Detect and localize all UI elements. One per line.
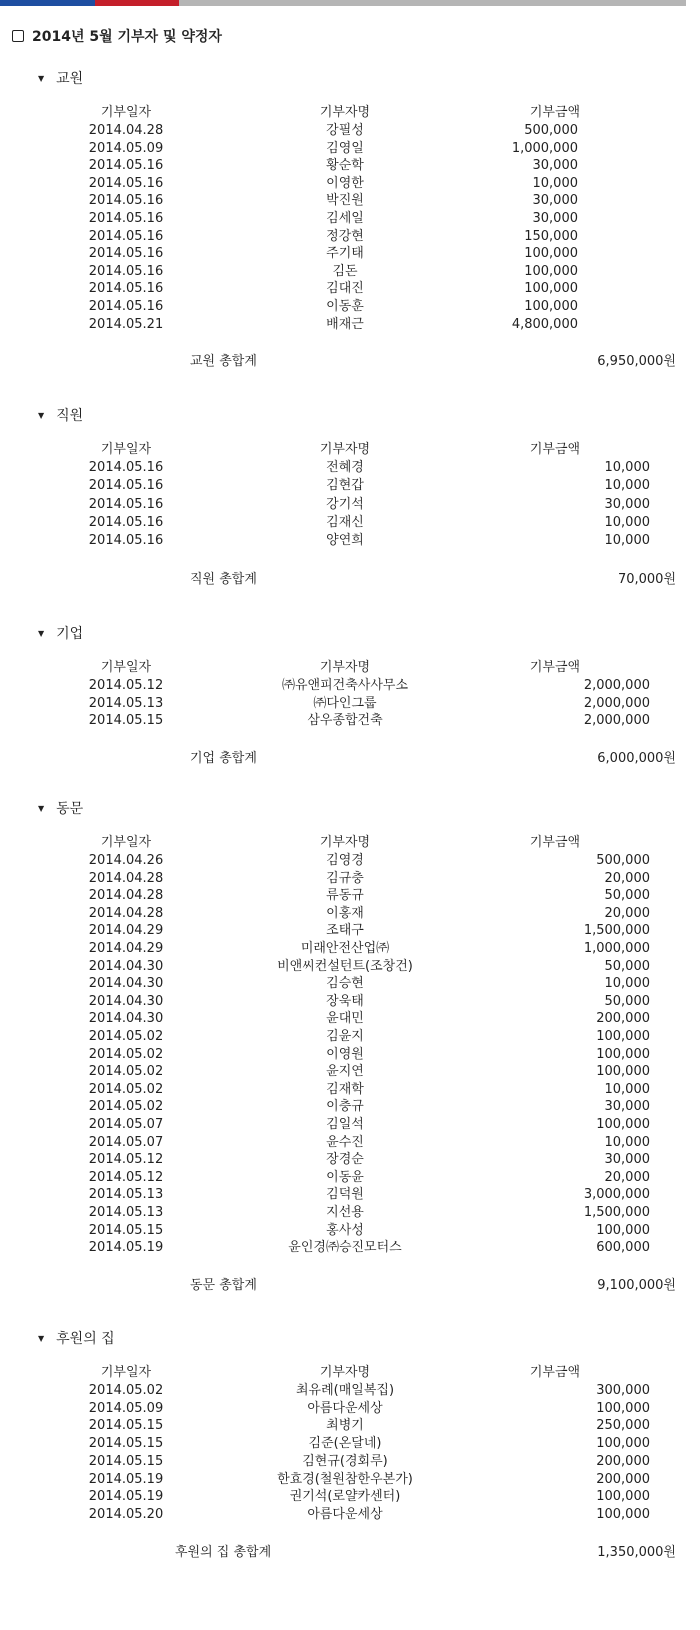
table-row [0,175,700,193]
donor-name: 양연희 [326,533,364,549]
donation-date: 2014.05.16 [88,246,164,262]
column-header-name: 기부자명 [319,835,371,850]
donor-name: 강필성 [326,123,364,138]
donation-amount: 10,000 [604,1134,650,1150]
table-row [0,1046,700,1064]
column-header-name: 기부자명 [319,105,371,120]
donation-amount: 20,000 [604,905,650,921]
donor-name: 김승현 [326,976,364,992]
table-header-row [0,834,700,852]
checkbox-square-icon [12,30,24,42]
donation-date: 2014.04.30 [88,993,164,1009]
top-color-bar [0,0,686,6]
donor-name: 주기태 [326,246,364,262]
table-row [0,1239,700,1257]
section-total-value: 6,000,000원 [597,751,676,766]
table-row [0,192,700,210]
section-heading-label: 교원 [56,71,84,87]
column-header-date: 기부일자 [100,660,152,675]
column-header-date: 기부일자 [100,442,152,457]
donation-amount: 100,000 [596,1046,650,1062]
donor-name: 황순학 [326,158,364,174]
donation-date: 2014.05.16 [88,193,164,209]
triangle-bullet-icon: ▼ [38,1333,45,1343]
section-heading [38,623,83,643]
table-row [0,263,700,281]
table-row [0,922,700,940]
donation-amount: 1,500,000 [583,1205,650,1220]
triangle-bullet-icon: ▼ [38,410,45,420]
donation-date: 2014.05.16 [88,211,164,226]
donation-amount: 3,000,000 [583,1187,650,1203]
donor-name: 윤수진 [326,1134,364,1150]
table-row [0,852,700,870]
donation-amount: 2,000,000 [583,678,650,693]
donor-name: 지선용 [326,1205,364,1220]
table-row [0,245,700,263]
table-row [0,1453,700,1471]
donation-amount: 100,000 [596,1436,650,1452]
donation-amount: 600,000 [596,1240,650,1256]
donation-date: 2014.05.20 [88,1506,164,1522]
donation-amount: 30,000 [604,1152,650,1168]
donation-date: 2014.05.09 [88,140,164,156]
section-total-value: 70,000원 [617,572,676,587]
donation-date: 2014.05.16 [88,478,164,494]
table-row [0,1151,700,1169]
donation-date: 2014.05.19 [88,1240,164,1256]
column-header-date: 기부일자 [100,105,152,120]
donation-amount: 100,000 [596,1222,650,1238]
donor-name: 윤지연 [326,1064,364,1080]
donor-name: 아름다운세상 [307,1506,383,1522]
donor-name: 김영일 [326,140,364,156]
donation-date: 2014.05.13 [88,1187,164,1203]
donation-amount: 100,000 [596,1400,650,1416]
table-row [0,1417,700,1435]
donor-name: 이동훈 [326,299,364,314]
donor-name: ㈜다인그룹 [313,695,377,711]
table-row [0,1400,700,1418]
donor-name: 김돈 [332,263,358,279]
donation-date: 2014.05.07 [88,1134,164,1150]
donation-date: 2014.05.16 [88,281,164,297]
table-row [0,1028,700,1046]
donor-name: 이영한 [326,175,364,191]
donation-amount: 100,000 [524,263,578,279]
table-row [0,993,700,1011]
table-row [0,1382,700,1400]
table-header-row [0,1364,700,1382]
donor-name: 김규충 [326,870,364,886]
donor-name: 김윤지 [326,1029,364,1044]
section-heading [38,798,83,818]
donor-name: 장욱태 [326,993,364,1009]
table-row [0,316,700,334]
donor-name: 강기석 [326,496,364,512]
donation-amount: 10,000 [604,460,650,475]
donation-date: 2014.05.02 [88,1081,164,1097]
table-row [0,459,700,477]
donation-amount: 1,500,000 [583,923,650,939]
donation-amount: 30,000 [532,211,578,226]
table-row [0,532,700,550]
donor-name: 전혜경 [326,460,364,475]
section-heading [38,405,83,425]
section-total-row [0,352,700,372]
donation-amount: 100,000 [596,1506,650,1522]
donor-name: 장경순 [326,1152,364,1168]
donor-name: 한효경(철원참한우본가) [277,1471,413,1487]
table-row [0,1169,700,1187]
donor-name: 김덕원 [326,1187,364,1203]
donor-name: 윤인경㈜승진모터스 [288,1240,402,1256]
section-heading-label: 후원의 집 [56,1331,115,1347]
donation-amount: 50,000 [604,993,650,1009]
donor-name: 김재학 [326,1081,364,1097]
section-total-value: 9,100,000원 [597,1278,676,1293]
column-header-amount: 기부금액 [529,1365,581,1380]
table-header-row [0,104,700,122]
table-row [0,122,700,140]
section-total-label: 후원의 집 총합계 [175,1545,272,1560]
donation-amount: 2,000,000 [583,713,650,728]
donor-name: 이충규 [326,1099,364,1115]
table-row [0,870,700,888]
triangle-bullet-icon: ▼ [38,628,45,638]
table-row [0,1222,700,1240]
section-heading [38,68,83,88]
donation-amount: 300,000 [596,1383,650,1398]
donation-amount: 200,000 [596,1471,650,1487]
table-row [0,1471,700,1489]
donor-name: 류동규 [326,888,364,904]
donation-amount: 100,000 [596,1029,650,1044]
table-row [0,905,700,923]
table-row [0,677,700,695]
donor-name: 정강현 [326,228,364,244]
table-row [0,1116,700,1134]
donation-date: 2014.05.12 [88,678,164,693]
table-row [0,1063,700,1081]
donation-date: 2014.05.16 [88,263,164,279]
donation-amount: 100,000 [524,299,578,314]
triangle-bullet-icon: ▼ [38,803,45,813]
donation-amount: 10,000 [532,175,578,191]
section-total-label: 직원 총합계 [190,572,257,587]
section-total-row [0,749,700,769]
top-bar-blue-segment [0,0,95,6]
donation-date: 2014.04.30 [88,1011,164,1027]
donation-date: 2014.05.09 [88,1400,164,1416]
donation-date: 2014.04.30 [88,958,164,974]
donation-amount: 30,000 [604,1099,650,1115]
donation-date: 2014.05.19 [88,1471,164,1487]
table-row [0,1134,700,1152]
donation-amount: 30,000 [532,158,578,174]
donation-date: 2014.05.02 [88,1099,164,1115]
column-header-amount: 기부금액 [529,105,581,120]
donation-date: 2014.05.07 [88,1117,164,1132]
donor-name: 권기석(로얄카센터) [289,1489,401,1505]
donation-date: 2014.04.28 [88,123,164,138]
section-total-value: 6,950,000원 [597,354,676,369]
column-header-amount: 기부금액 [529,835,581,850]
donation-amount: 2,000,000 [583,695,650,711]
donor-name: 박진원 [326,193,364,209]
donation-date: 2014.05.15 [88,1418,164,1434]
donor-name: 최유례(매일복집) [295,1383,395,1398]
section-total-row [0,1543,700,1563]
column-header-amount: 기부금액 [529,660,581,675]
donation-date: 2014.05.16 [88,158,164,174]
donation-date: 2014.05.16 [88,228,164,244]
section-total-label: 동문 총합계 [190,1278,257,1293]
section-total-label: 기업 총합계 [190,751,257,766]
table-row [0,157,700,175]
table-row [0,477,700,495]
table-row [0,1186,700,1204]
page-title-text: 2014년 5월 기부자 및 약정자 [32,29,222,45]
table-row [0,298,700,316]
donor-name: 김준(온달네) [308,1436,382,1452]
donation-amount: 500,000 [524,123,578,138]
donation-date: 2014.05.15 [88,713,164,728]
table-row [0,280,700,298]
donation-amount: 30,000 [604,496,650,512]
table-row [0,1098,700,1116]
donor-name: 이홍재 [326,905,364,921]
table-row [0,712,700,730]
donation-amount: 200,000 [596,1011,650,1027]
donation-amount: 100,000 [596,1489,650,1505]
donation-date: 2014.05.16 [88,299,164,314]
table-row [0,975,700,993]
donation-amount: 1,000,000 [511,140,578,156]
table-row [0,940,700,958]
donor-name: 김영경 [326,853,364,868]
table-row [0,210,700,228]
donor-name: 윤대민 [326,1011,364,1027]
donation-amount: 10,000 [604,478,650,494]
donation-date: 2014.05.15 [88,1436,164,1452]
donation-amount: 100,000 [596,1064,650,1080]
donation-amount: 4,800,000 [511,316,578,332]
section-total-value: 1,350,000원 [597,1545,676,1560]
top-bar-red-segment [95,0,179,6]
donation-date: 2014.05.16 [88,533,164,549]
table-header-row [0,441,700,459]
donation-date: 2014.05.13 [88,1205,164,1220]
column-header-name: 기부자명 [319,660,371,675]
table-row [0,1081,700,1099]
donor-name: 홍사성 [326,1222,364,1238]
donation-amount: 10,000 [604,976,650,992]
column-header-date: 기부일자 [100,835,152,850]
table-row [0,140,700,158]
donation-date: 2014.05.02 [88,1064,164,1080]
donation-amount: 250,000 [596,1418,650,1434]
donation-date: 2014.05.02 [88,1383,164,1398]
table-row [0,1204,700,1222]
table-row [0,1010,700,1028]
donor-name: 최병기 [326,1418,364,1434]
triangle-bullet-icon: ▼ [38,73,45,83]
donation-amount: 10,000 [604,533,650,549]
donation-date: 2014.05.16 [88,514,164,530]
column-header-date: 기부일자 [100,1365,152,1380]
table-row [0,1435,700,1453]
section-total-row [0,570,700,590]
donation-amount: 20,000 [604,870,650,886]
section-heading-label: 기업 [56,626,84,642]
donation-amount: 30,000 [532,193,578,209]
donation-amount: 100,000 [524,246,578,262]
section-heading-label: 직원 [56,408,84,424]
table-row [0,228,700,246]
donation-amount: 50,000 [604,958,650,974]
donor-name: 이동윤 [326,1169,364,1185]
donor-name: 조태구 [326,923,364,939]
donation-date: 2014.05.12 [88,1169,164,1185]
table-row [0,887,700,905]
donation-amount: 500,000 [596,853,650,868]
donor-name: 아름다운세상 [307,1400,383,1416]
column-header-name: 기부자명 [319,1365,371,1380]
section-total-label: 교원 총합계 [190,354,257,369]
donation-amount: 150,000 [524,228,578,244]
donation-date: 2014.04.28 [88,888,164,904]
page-title [12,26,222,46]
donation-amount: 50,000 [604,888,650,904]
donation-amount: 100,000 [524,281,578,297]
column-header-name: 기부자명 [319,442,371,457]
donation-date: 2014.04.29 [88,941,164,956]
donation-date: 2014.05.02 [88,1046,164,1062]
donation-amount: 20,000 [604,1169,650,1185]
donation-date: 2014.05.13 [88,695,164,711]
section-heading [38,1328,115,1348]
table-row [0,1488,700,1506]
donation-date: 2014.05.02 [88,1029,164,1044]
table-header-row [0,659,700,677]
table-row [0,1506,700,1524]
donation-amount: 10,000 [604,514,650,530]
donation-date: 2014.05.12 [88,1152,164,1168]
donation-date: 2014.05.15 [88,1453,164,1469]
donor-name: 김현규(경회루) [302,1453,388,1469]
donor-name: 배재근 [326,316,364,332]
donor-name: 김재신 [326,514,364,530]
donation-date: 2014.05.21 [88,316,164,332]
donation-date: 2014.04.26 [88,853,164,868]
donation-amount: 200,000 [596,1453,650,1469]
donor-name: ㈜유앤피건축사사무소 [281,678,409,693]
donation-amount: 10,000 [604,1081,650,1097]
section-total-row [0,1276,700,1296]
donor-name: 김일석 [326,1117,364,1132]
section-heading-label: 동문 [56,801,84,817]
donor-name: 미래안전산업㈜ [300,941,390,956]
donation-date: 2014.05.15 [88,1222,164,1238]
donor-name: 김세일 [326,211,364,226]
donation-date: 2014.05.16 [88,460,164,475]
donation-date: 2014.04.28 [88,905,164,921]
donor-name: 비앤씨컨설턴트(조창건) [277,958,413,974]
donation-date: 2014.05.16 [88,175,164,191]
table-row [0,496,700,514]
donor-name: 이영원 [326,1046,364,1062]
table-row [0,958,700,976]
donation-date: 2014.05.16 [88,496,164,512]
donor-name: 김현갑 [326,478,364,494]
donation-date: 2014.04.30 [88,976,164,992]
donation-date: 2014.04.28 [88,870,164,886]
donation-amount: 1,000,000 [583,941,650,956]
donor-name: 삼우종합건축 [307,713,383,728]
donor-name: 김대진 [326,281,364,297]
donation-date: 2014.04.29 [88,923,164,939]
column-header-amount: 기부금액 [529,442,581,457]
table-row [0,514,700,532]
donation-date: 2014.05.19 [88,1489,164,1505]
table-row [0,695,700,713]
donation-amount: 100,000 [596,1117,650,1132]
